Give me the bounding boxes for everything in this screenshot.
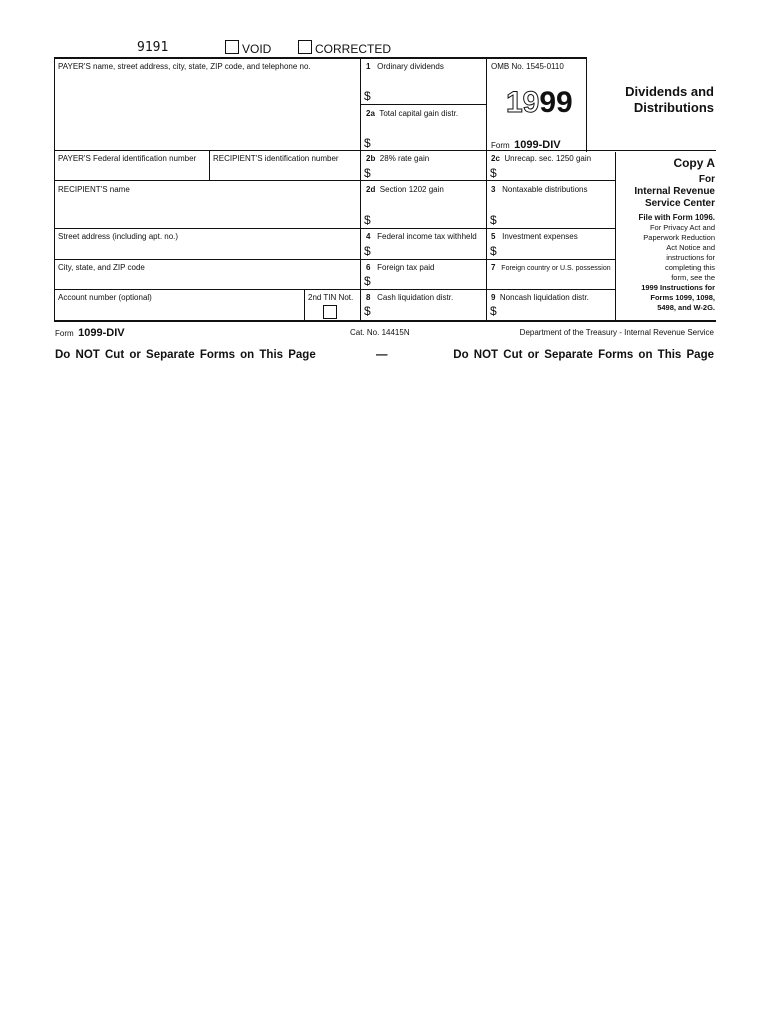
divider-payer-boxes: [360, 57, 361, 322]
instructions-line-2: Forms 1099, 1098,: [650, 293, 715, 302]
notice-line-2: Paperwork Reduction: [643, 233, 715, 242]
box1-number: 1: [366, 62, 371, 71]
copy-a-title: Copy A: [673, 156, 715, 170]
account-label: Account number (optional): [58, 293, 152, 302]
box6-number: 6: [366, 263, 371, 272]
box7-number: 7: [491, 263, 496, 272]
row-line-2: [54, 180, 616, 181]
box3-label: Nontaxable distributions: [502, 185, 588, 194]
row-line-1: [54, 150, 716, 151]
left-border: [54, 57, 55, 322]
warning-right: Do NOT Cut or Separate Forms on This Page: [453, 349, 714, 361]
box2b-dollar: $: [364, 166, 371, 180]
void-label: VOID: [242, 42, 272, 56]
year-bold: 99: [539, 86, 573, 119]
box2a-dollar: $: [364, 136, 371, 150]
top-border: [54, 57, 587, 59]
department-line: Department of the Treasury - Internal Revenue Service: [519, 328, 714, 337]
tin-label: 2nd TIN Not.: [308, 293, 354, 302]
box2d-number: 2d: [366, 185, 376, 194]
tax-year: [506, 88, 573, 118]
corrected-label: CORRECTED: [315, 42, 392, 56]
row-line-3: [54, 228, 616, 229]
box2d-dollar: $: [364, 213, 371, 227]
omb-number: OMB No. 1545-0110: [491, 62, 564, 71]
title-line2: Distributions: [633, 100, 714, 115]
recipient-id-label: RECIPIENT'S identification number: [213, 154, 339, 163]
box2c-dollar: $: [490, 166, 497, 180]
copy-file-with: File with Form 1096.: [638, 213, 715, 222]
box8-label: Cash liquidation distr.: [377, 293, 454, 302]
form-name: 1099-DIV: [514, 139, 561, 151]
payer-fed-id-label: PAYER'S Federal identification number: [58, 154, 197, 163]
warning-left: Do NOT Cut or Separate Forms on This Page: [55, 349, 316, 361]
box4-number: 4: [366, 232, 371, 241]
box9-dollar: $: [490, 304, 497, 318]
divider-tin: [304, 289, 305, 321]
row-line-4: [54, 259, 616, 260]
box2c-number: 2c: [491, 154, 500, 163]
form-code: 9191: [137, 40, 169, 55]
footer-form-word: Form: [55, 329, 74, 338]
instructions-line-3: 5498, and W-2G.: [657, 303, 715, 312]
box2a-label: Total capital gain distr.: [379, 109, 459, 118]
notice-line-1: For Privacy Act and: [649, 223, 715, 232]
box7-label: Foreign country or U.S. possession: [501, 265, 611, 272]
box1-label: Ordinary dividends: [377, 62, 444, 71]
cat-number: Cat. No. 14415N: [350, 328, 410, 337]
row-line-5: [54, 289, 616, 290]
box4-label: Federal income tax withheld: [377, 232, 477, 241]
copy-irs-1: Internal Revenue: [634, 186, 715, 197]
box5-dollar: $: [490, 244, 497, 258]
instructions-reference: [617, 283, 715, 313]
box3-dollar: $: [490, 213, 497, 227]
city-label: City, state, and ZIP code: [58, 263, 145, 272]
payer-name-label: PAYER'S name, street address, city, state, ZIP code, and telephone no.: [58, 62, 311, 71]
box8-dollar: $: [364, 304, 371, 318]
copy-irs-2: Service Center: [644, 198, 715, 209]
privacy-notice: [617, 223, 715, 283]
divider-copy: [615, 152, 616, 320]
copy-a-panel: [617, 154, 715, 313]
warning-dash: —: [376, 349, 388, 361]
box6-label: Foreign tax paid: [377, 263, 435, 272]
notice-line-4: instructions for: [666, 253, 715, 262]
form-word: Form: [491, 141, 510, 150]
box2b-number: 2b: [366, 154, 376, 163]
box1-dollar: $: [364, 89, 371, 103]
box9-label: Noncash liquidation distr.: [499, 293, 589, 302]
box2d-label: Section 1202 gain: [379, 185, 444, 194]
corrected-checkbox[interactable]: [298, 40, 312, 54]
divider-box-columns: [486, 57, 487, 322]
tin-checkbox[interactable]: [323, 305, 337, 319]
box9-number: 9: [491, 293, 496, 302]
title-line1: Dividends and: [625, 84, 714, 99]
box2c-label: Unrecap. sec. 1250 gain: [504, 154, 592, 163]
box5-number: 5: [491, 232, 496, 241]
box8-number: 8: [366, 293, 371, 302]
box3-number: 3: [491, 185, 496, 194]
box2a-number: 2a: [366, 109, 375, 118]
box-line-1: [360, 104, 486, 105]
copy-for: For: [698, 174, 715, 185]
box4-dollar: $: [364, 244, 371, 258]
notice-line-3: Act Notice and: [666, 243, 715, 252]
notice-line-5: completing this: [664, 263, 715, 272]
divider-omb: [586, 57, 587, 152]
box2b-label: 28% rate gain: [379, 154, 430, 163]
bottom-border: [54, 320, 716, 322]
instructions-line-1: 1999 Instructions for: [641, 283, 715, 292]
street-label: Street address (including apt. no.): [58, 232, 179, 241]
year-outline: 19: [506, 86, 540, 119]
footer-form-name: 1099-DIV: [78, 327, 125, 339]
notice-line-6: form, see the: [671, 273, 715, 282]
recipient-name-label: RECIPIENT'S name: [58, 185, 130, 194]
void-checkbox[interactable]: [225, 40, 239, 54]
divider-ids: [209, 150, 210, 181]
box5-label: Investment expenses: [502, 232, 578, 241]
box6-dollar: $: [364, 274, 371, 288]
